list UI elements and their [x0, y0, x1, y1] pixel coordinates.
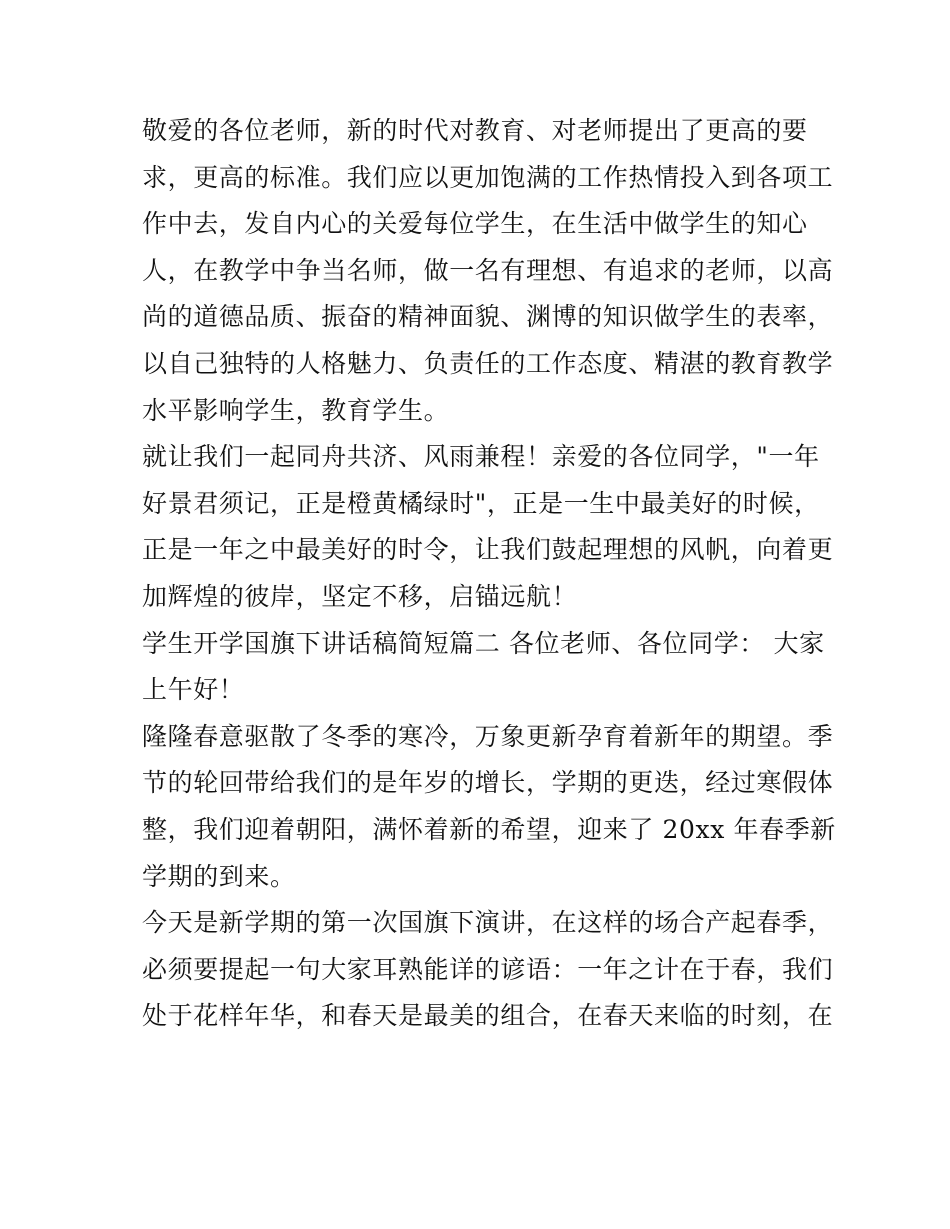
- text-line: 水平影响学生，教育学生。: [142, 395, 450, 425]
- text-line: 必须要提起一句大家耳熟能详的谚语：一年之计在于春，我们: [142, 954, 834, 984]
- text-line: 以自己独特的人格魅力、负责任的工作态度、精湛的教育教学: [142, 348, 834, 378]
- text-line: 求，更高的标准。我们应以更加饱满的工作热情投入到各项工: [142, 162, 834, 192]
- text-line: 节的轮回带给我们的是年岁的增长，学期的更迭，经过寒假体: [142, 768, 834, 798]
- document-body: [142, 108, 836, 1040]
- text-line: 学期的到来。: [142, 861, 296, 891]
- text-line: 尚的道德品质、振奋的精神面貌、渊博的知识做学生的表率，: [142, 302, 834, 332]
- text-line: 加辉煌的彼岸，坚定不移，启锚远航！: [142, 581, 578, 611]
- text-line: 好景君须记，正是橙黄橘绿时"，正是一生中最美好的时候，: [142, 488, 820, 518]
- section-heading-line: 学生开学国旗下讲话稿简短篇二 各位老师、各位同学： 大家: [142, 628, 825, 658]
- text-line: 敬爱的各位老师，新的时代对教育、对老师提出了更高的要: [142, 116, 808, 145]
- text-line: 正是一年之中最美好的时令，让我们鼓起理想的风帆，向着更: [142, 535, 834, 565]
- text-line: 上午好！: [142, 675, 245, 705]
- text-line: 整，我们迎着朝阳，满怀着新的希望，迎来了 20xx 年春季新: [142, 814, 836, 844]
- text-line: 人，在教学中争当名师，做一名有理想、有追求的老师，以高: [142, 255, 834, 285]
- text-line: 处于花样年华，和春天是最美的组合，在春天来临的时刻，在: [142, 1001, 834, 1031]
- text-line: 隆隆春意驱散了冬季的寒冷，万象更新孕育着新年的期望。季: [142, 721, 834, 751]
- text-line: 作中去，发自内心的关爱每位学生，在生活中做学生的知心: [142, 209, 808, 239]
- text-line: 今天是新学期的第一次国旗下演讲，在这样的场合产起春季，: [142, 908, 834, 938]
- text-line: 就让我们一起同舟共济、风雨兼程！亲爱的各位同学，"一年: [142, 442, 820, 472]
